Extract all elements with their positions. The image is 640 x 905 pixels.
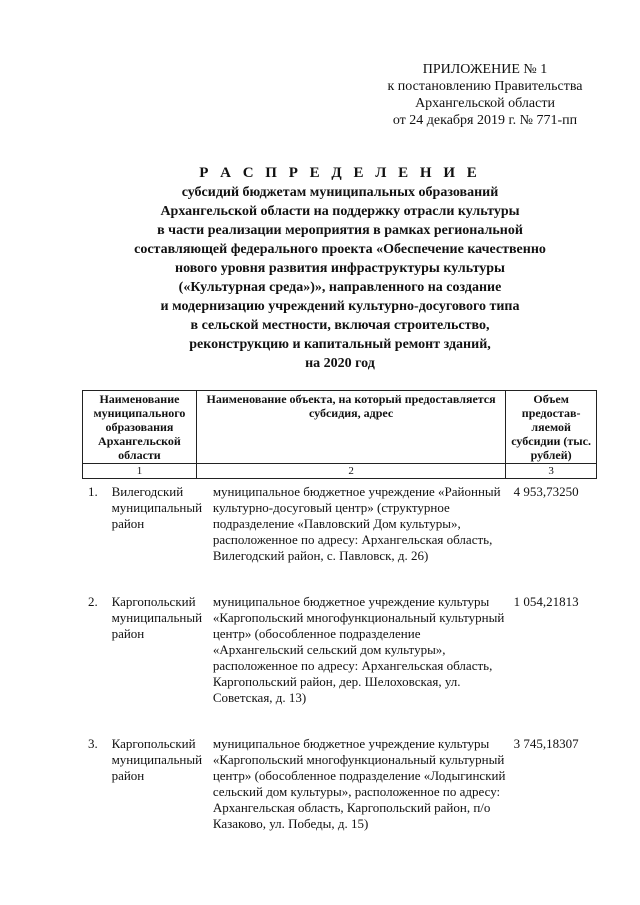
title-line: в части реализации мероприятия в рамках региональной — [157, 223, 523, 238]
table-row — [82, 736, 602, 832]
row-amount: 4 953,73250 — [513, 484, 579, 499]
title-heading: Р А С П Р Е Д Е Л Е Н И Е — [199, 165, 481, 181]
title-line: составляющей федерального проекта «Обеспечение качественно — [134, 242, 546, 257]
col-number: 2 — [196, 464, 505, 479]
row-object: муниципальное бюджетное учреждение культуры «Каргопольский многофункциональный культурный центр» (обособленное подразделение «Лодыгинский сельский дом культуры», расположенное по адресу: Архангельская область, Каргопольский район, п/о Казаково, ул. Победы, д. 15) — [212, 736, 506, 831]
annex-line2: к постановлению Правительства — [387, 79, 583, 94]
table-row — [82, 484, 602, 564]
row-number: 3. — [88, 736, 98, 751]
title-line: на 2020 год — [305, 356, 375, 371]
annex-line1: ПРИЛОЖЕНИЕ № 1 — [422, 62, 548, 77]
header-municipality: Наименование муниципального образования Архангельской области — [83, 391, 197, 464]
title-line: и модернизацию учреждений культурно-досугового типа — [160, 299, 520, 314]
document-title — [60, 164, 620, 373]
col-number: 1 — [83, 464, 197, 479]
title-line: Архангельской области на поддержку отрасли культуры — [160, 204, 520, 219]
title-line: реконструкцию и капитальный ремонт зданий, — [189, 337, 491, 352]
row-amount: 3 745,18307 — [513, 736, 579, 751]
title-line: нового уровня развития инфраструктуры культуры — [175, 261, 505, 276]
row-number: 1. — [88, 484, 98, 499]
header-object: Наименование объекта, на который предоставляется субсидия, адрес — [196, 391, 505, 464]
row-object: муниципальное бюджетное учреждение «Районный культурно-досуговый центр» (структурное подразделение «Павловский Дом культуры», расположенное по адресу: Архангельская область, Вилегодский район, с. Павловск, д. 26) — [212, 484, 501, 563]
row-municipality: Вилегодский муниципальный район — [111, 484, 203, 531]
row-object: муниципальное бюджетное учреждение культуры «Каргопольский многофункциональный культурный центр» (обособленное подразделение «Архангельский сельский дом культуры», расположенное по адресу: Архангельская область, Каргопольский район, дер. Шелоховская, ул. Советская, д. 13) — [212, 594, 505, 705]
annex-line3: Архангельской области — [415, 96, 555, 111]
title-line: субсидий бюджетам муниципальных образований — [181, 185, 499, 200]
row-amount: 1 054,21813 — [513, 594, 579, 609]
col-number: 3 — [506, 464, 597, 479]
annex-line4: от 24 декабря 2019 г. № 771-пп — [392, 113, 578, 128]
table-row — [82, 594, 602, 706]
title-line: («Культурная среда»)», направленного на создание — [178, 280, 502, 295]
table-header — [82, 390, 597, 479]
table-body — [82, 484, 602, 832]
annex-block — [360, 61, 610, 129]
row-municipality: Каргопольский муниципальный район — [111, 594, 203, 641]
row-municipality: Каргопольский муниципальный район — [111, 736, 203, 783]
title-line: в сельской местности, включая строительство, — [190, 318, 490, 333]
header-amount: Объем предостав-ляемой субсидии (тыс. рублей) — [506, 391, 597, 464]
row-number: 2. — [88, 594, 98, 609]
